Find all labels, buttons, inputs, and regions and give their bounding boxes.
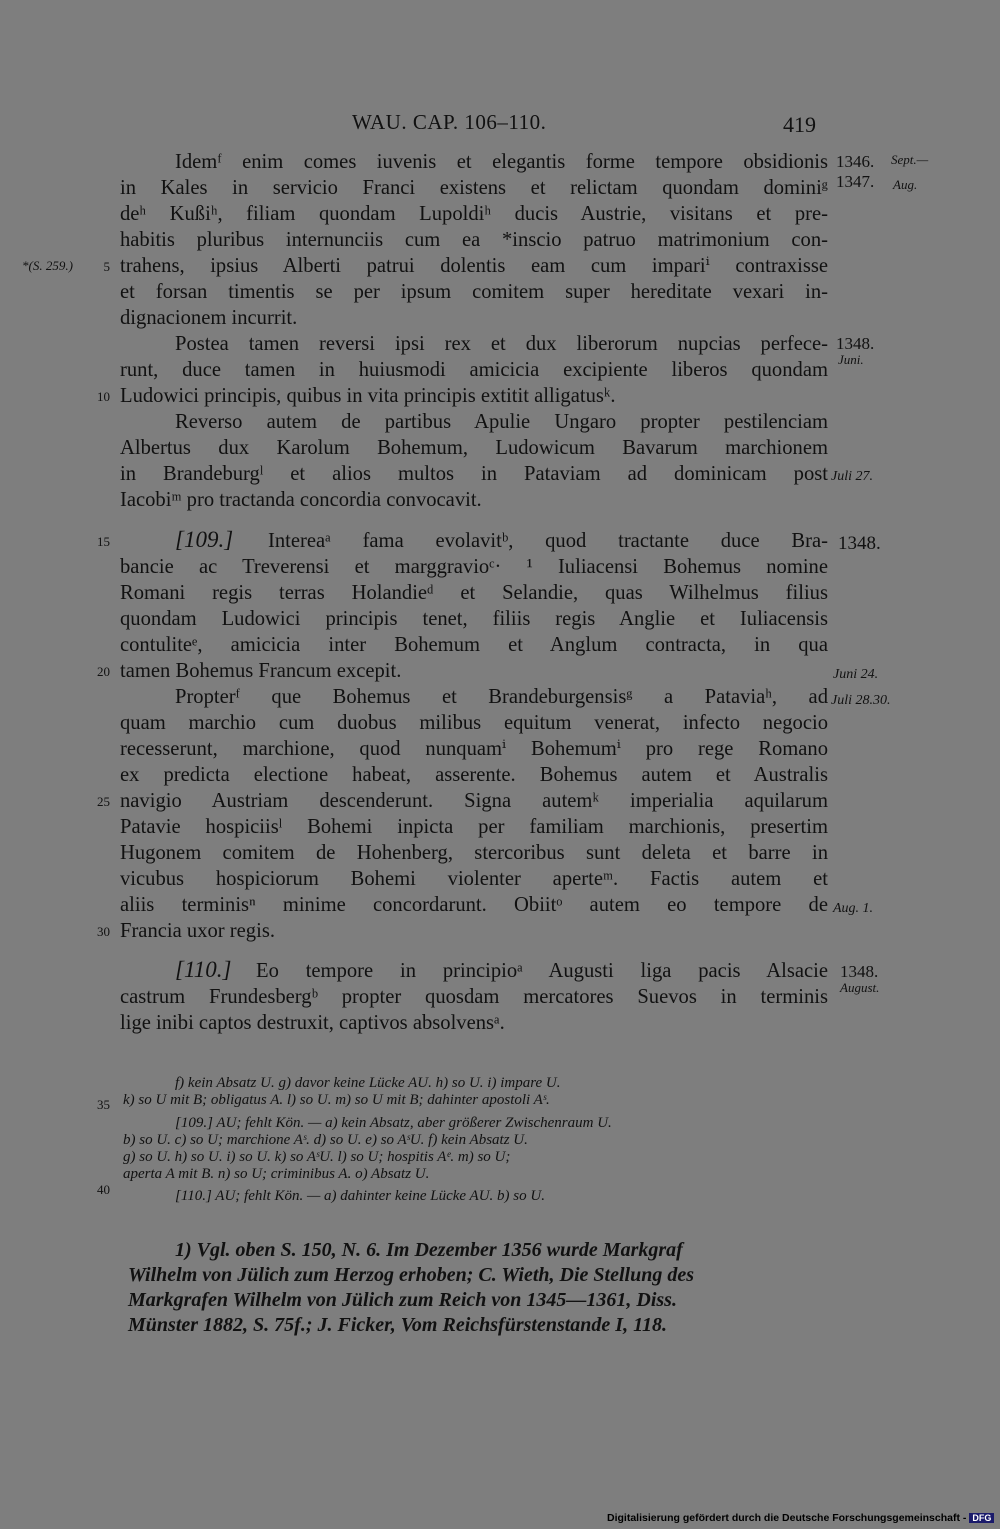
text-line: Iacobiᵐ pro tractanda concordia convocavit. [120,489,482,511]
margin-date: Juli 28.30. [831,693,891,708]
apparatus-line: aperta A mit B. n) so U; criminibus A. o) Absatz U. [123,1166,430,1182]
text-line: Patavie hospiciisˡ Bohemi inpicta per familiam marchionis, presertim [120,816,828,838]
line-number: 5 [103,259,110,274]
text-line: quondam Ludowici principis tenet, filiis regis Anglie et Iuliacensis [120,608,828,630]
text-line: castrum Frundesbergᵇ propter quosdam mercatores Suevos in terminis [120,986,828,1008]
text-line: trahens, ipsius Alberti patrui dolentis eam cum impariⁱ contraxisse [120,255,828,277]
margin-date: 1346. [836,152,875,171]
text-line: Francia uxor regis. [120,920,275,942]
footnote-line: Wilhelm von Jülich zum Herzog erhoben; C. Wieth, Die Stellung des [128,1264,694,1286]
text-line: in Kales in servicio Franci existens et relictam quondam dominiᵍ [120,177,828,199]
text-line: contuliteᵉ, amicicia inter Bohemum et Anglum contracta, in qua [120,634,828,656]
section-number-109: [109.] [175,527,234,552]
text-line: Postea tamen reversi ipsi rex et dux liberorum nupcias perfece- [175,333,828,355]
margin-date: Juli 27. [831,469,873,484]
digitization-credit [607,1512,994,1524]
page-reference-note: *(S. 259.) [22,258,73,273]
line-number: 40 [97,1182,110,1197]
text-line: deʰ Kußiʰ, filiam quondam Lupoldiʰ ducis Austrie, visitans et pre- [120,203,828,225]
text-line: Hugonem comitem de Hohenberg, stercoribus sunt deleta et barre in [120,842,828,864]
margin-date: August. [840,980,880,995]
text-line: recesserunt, marchione, quod nunquamⁱ Bohemumⁱ pro rege Romano [120,738,828,760]
text-line: in Brandeburgˡ et alios multos in Pataviam ad dominicam post [120,463,828,485]
apparatus-line: [110.] AU; fehlt Kön. — a) dahinter keine Lücke AU. b) so U. [175,1188,545,1204]
line-number: 35 [97,1097,110,1112]
text-line: aliis terminisⁿ minime concordarunt. Obiitᵒ autem eo tempore de [120,894,828,916]
apparatus-line: g) so U. h) so U. i) so U. k) so AˢU. l) so U; hospitis Aᵉ. m) so U; [123,1149,511,1165]
margin-date: Sept.— [891,152,929,167]
text-line: Ludowici principis, quibus in vita principis extitit alligatusᵏ. [120,385,616,407]
text-line: habitis pluribus internunciis cum ea *inscio patruo matrimonium con- [120,229,828,251]
running-header: WAU. CAP. 106–110. [352,110,547,134]
margin-date: 1348. [840,962,879,981]
margin-date: 1348. [838,533,881,554]
text-line: navigio Austriam descenderunt. Signa autemᵏ imperialia aquilarum [120,790,828,812]
line-number: 20 [97,664,110,679]
text-line: Idemᶠ enim comes iuvenis et elegantis forme tempore obsidionis [175,151,828,173]
text-line: vicubus hospiciorum Bohemi violenter aperteᵐ. Factis autem et [120,868,828,890]
credit-text: Digitalisierung gefördert durch die Deutsche Forschungsgemeinschaft - [607,1512,967,1524]
margin-date: Juni. [838,352,864,367]
line-number: 25 [97,794,110,809]
text-line: Propterᶠ que Bohemus et Brandeburgensisᵍ a Pataviaʰ, ad [175,686,828,708]
line-number: 10 [97,389,110,404]
text-line: bancie ac Treverensi et marggravioᶜ· ¹ Iuliacensi Bohemus nomine [120,556,828,578]
footnote-line: Münster 1882, S. 75f.; J. Ficker, Vom Reichsfürstenstande I, 118. [128,1314,667,1336]
apparatus-line: b) so U. c) so U; marchione Aˢ. d) so U. e) so AˢU. f) kein Absatz U. [123,1132,528,1148]
text-line: Albertus dux Karolum Bohemum, Ludowicum Bavarum marchionem [120,437,828,459]
margin-date: Juni 24. [833,667,879,682]
text-line: et forsan timentis se per ipsum comitem super hereditate vexari in- [120,281,828,303]
text-line: quam marchio cum duobus milibus equitum venerat, infecto negocio [120,712,828,734]
text-line: lige inibi captos destruxit, captivos absolvensᵃ. [120,1012,505,1034]
text-line: tamen Bohemus Francum excepit. [120,660,402,682]
text-line: Eo tempore in principioᵃ Augusti liga pacis Alsacie [256,960,828,982]
line-number: 30 [97,924,110,939]
footnote-line: Markgrafen Wilhelm von Jülich zum Reich von 1345—1361, Diss. [128,1289,677,1311]
text-line: ex predicta electione habeat, asserente. Bohemus autem et Australis [120,764,828,786]
footnote-line: 1) Vgl. oben S. 150, N. 6. Im Dezember 1356 wurde Markgraf [175,1239,683,1261]
margin-date: Aug. 1. [833,901,874,916]
text-line: dignacionem incurrit. [120,307,298,329]
text-line: Intereaᵃ fama evolavitᵇ, quod tractante duce Bra- [268,530,828,552]
page-number: 419 [783,112,816,137]
margin-date: 1347. [836,172,875,191]
line-number: 15 [97,534,110,549]
dfg-logo: DFG [969,1513,994,1523]
apparatus-line: [109.] AU; fehlt Kön. — a) kein Absatz, aber größerer Zwischenraum U. [175,1115,612,1131]
margin-date: 1348. [836,334,875,353]
margin-date: Aug. [893,177,918,192]
apparatus-line: k) so U mit B; obligatus A. l) so U. m) so U mit B; dahinter apostoli Aˢ. [123,1092,550,1108]
apparatus-line: f) kein Absatz U. g) davor keine Lücke AU. h) so U. i) impare U. [175,1075,561,1091]
text-line: Romani regis terras Holandieᵈ et Selandie, quas Wilhelmus filius [120,582,828,604]
text-line: Reverso autem de partibus Apulie Ungaro propter pestilenciam [175,411,828,433]
text-line: runt, duce tamen in huiusmodi amicicia excipiente liberos quondam [120,359,828,381]
section-number-110: [110.] [175,957,232,982]
